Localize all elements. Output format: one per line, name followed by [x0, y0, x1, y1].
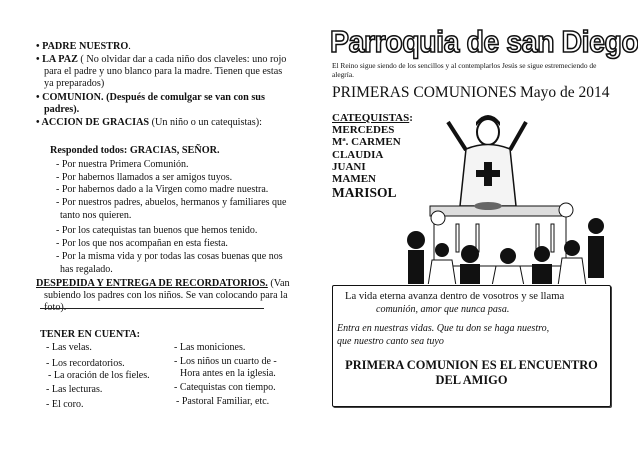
catechist-name: MERCEDES [332, 124, 395, 137]
bullet-la-paz [36, 54, 306, 67]
catechist-name: CLAUDIA [332, 148, 384, 161]
farewell-text: subiendo los padres con los niños. Se van colocando para la [44, 290, 288, 301]
catechists-label: CATEQUISTAS [332, 112, 410, 124]
quote-box [332, 285, 611, 407]
reminder-item: Hora antes en la iglesia. [180, 368, 276, 379]
reminder-item: - La oración de los fieles. [48, 370, 150, 381]
bullet-text: (Un niño o un catequistas): [149, 117, 262, 128]
communion-illustration-icon [396, 114, 606, 284]
bullet-text: para el padre y uno blanco para la madre. Tienen que estas [44, 66, 283, 77]
response-heading: Responded todos: GRACIAS, SEÑOR. [50, 145, 220, 156]
bullet-comunion: • COMUNION. (Después de comulgar se van con sus [36, 92, 265, 103]
response-item: - Por habernos dado a la Virgen como madre nuestra. [56, 184, 269, 195]
bullet-text: ( No olvidar dar a cada niño dos claveles: uno rojo [77, 54, 287, 65]
reminder-item: - El coro. [46, 399, 84, 410]
quote-text: comunión, amor que nunca pasa. [376, 304, 510, 315]
response-item: - Por nuestros padres, abuelos, hermanos y familiares que [56, 197, 287, 208]
bullet-title: • PADRE NUESTRO [36, 41, 129, 52]
motto-line: DEL AMIGO [435, 373, 508, 387]
response-item: - Por la misma vida y por todas las cosas buenas que nos [56, 251, 283, 262]
bullet-text: ya preparados) [44, 78, 105, 89]
farewell-text: (Van [267, 278, 290, 289]
divider [40, 308, 264, 309]
intro-text: El Reino sigue siendo de los sencillos y al contemplarlos Jesús se sigue estremeciendo de alegría. [332, 61, 597, 79]
response-item: tanto nos quieren. [60, 210, 132, 221]
bullet-title: • LA PAZ [36, 54, 78, 65]
date-label: Mayo de 2014 [520, 84, 610, 101]
quote-line: que nuestro canto sea tuyo [337, 335, 444, 347]
reminder-item: - Las velas. [46, 342, 92, 353]
bullet-accion-de-gracias [36, 117, 306, 130]
bullet-padre-nuestro [36, 41, 306, 54]
response-item: has regalado. [60, 264, 113, 275]
reminder-item: - Los recordatorios. [46, 358, 125, 369]
farewell-text: foto). [44, 302, 67, 313]
quote-text-italic [337, 323, 549, 348]
response-item: - Por los catequistas tan buenos que hemos tenido. [56, 225, 258, 236]
catechist-name: JUANI [332, 160, 366, 173]
quote-line: Entra en nuestras vidas. Que tu don se haga nuestro, [337, 323, 550, 334]
reminder-item: - Las moniciones. [174, 342, 246, 353]
reminder-heading: TENER EN CUENTA: [40, 329, 140, 340]
catechist-name: Mª. CARMEN [332, 136, 401, 149]
response-item: - Por habernos llamados a ser amigos tuyos. [56, 172, 233, 183]
catechist-name: MAMEN [332, 173, 376, 186]
motto [333, 358, 610, 388]
quote-text: La vida eterna avanza dentro de vosotros y se llama [345, 291, 565, 302]
reminder-item: - Los niños un cuarto de - [174, 356, 277, 367]
bullet-text: padres). [44, 104, 80, 115]
response-item: - Por nuestra Primera Comunión. [56, 159, 189, 170]
bullet-title: • ACCION DE GRACIAS [36, 117, 150, 128]
reminder-item: - Pastoral Familiar, etc. [176, 396, 270, 407]
reminder-item: - Catequistas con tiempo. [174, 382, 276, 393]
farewell-title: DESPEDIDA Y ENTREGA DE RECORDATORIOS. [36, 278, 268, 289]
response-item: - Por los que nos acompañan en esta fiesta. [56, 238, 228, 249]
bullet-text: . [128, 41, 131, 52]
parish-title: Parroquia de san Diego [330, 24, 638, 59]
page-heading: PRIMERAS COMUNIONES [332, 84, 517, 101]
motto-line: PRIMERA COMUNION ES EL ENCUENTRO [345, 358, 598, 372]
farewell-heading [36, 278, 290, 291]
reminder-item: - Las lecturas. [46, 384, 103, 395]
catechists-list: CATEQUISTAS: MERCEDES Mª. CARMEN CLAUDIA JUANI MAMEN MARISOL [332, 112, 413, 201]
catechist-name: MARISOL [332, 185, 397, 201]
